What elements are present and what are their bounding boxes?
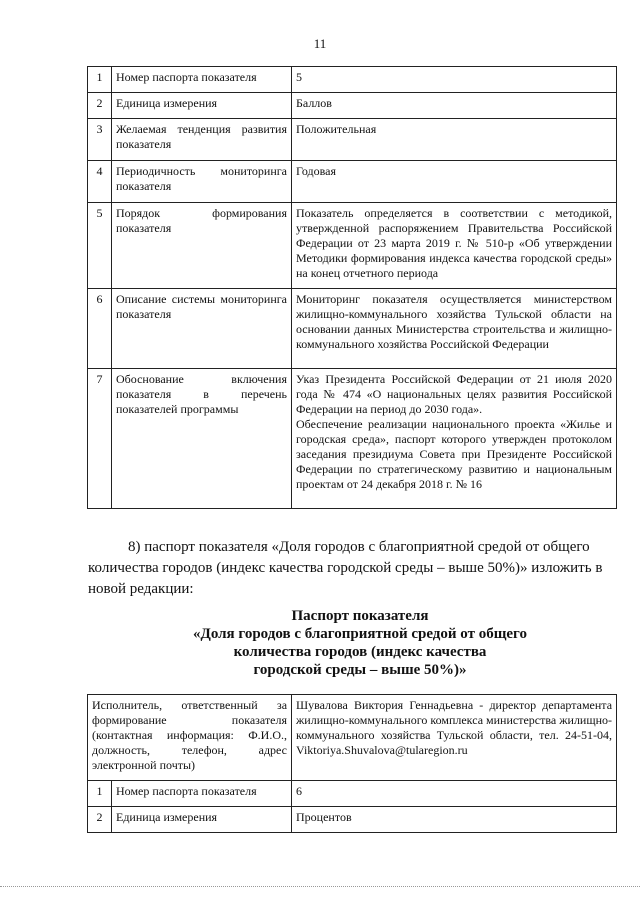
indicator-passport-table-5	[87, 66, 617, 509]
row-label: Желаемая тенденция развития показателя	[112, 119, 292, 161]
table-row	[88, 369, 617, 509]
executor-value: Шувалова Виктория Геннадьевна - директор департамента жилищно-коммунального комплекса министерства жилищно-коммунального хозяйства Тульской области, тел. 24-51-04, Viktoriya.Shuvalova@tularegion.ru	[292, 695, 617, 781]
row-label: Периодичность мониторинга показателя	[112, 161, 292, 203]
row-label: Обоснование включения показателя в перечень показателей программы	[112, 369, 292, 509]
executor-label: Исполнитель, ответственный за формирование показателя (контактная информация: Ф.И.О., должность, телефон, адрес электронной почты)	[88, 695, 292, 781]
title-line: «Доля городов с благоприятной средой от общего	[193, 626, 527, 642]
row-number: 1	[88, 67, 112, 93]
table-row	[88, 203, 617, 289]
table-row	[88, 161, 617, 203]
row-number: 5	[88, 203, 112, 289]
row-number: 6	[88, 289, 112, 369]
table-row	[88, 67, 617, 93]
row-value: 6	[292, 781, 617, 807]
row-value: Показатель определяется в соответствии с методикой, утвержденной распоряжением Правительства Российской Федерации от 23 марта 2019 г. № 510-р «Об утверждении Методики формирования индекса качества городской среды» на конец отчетного периода	[292, 203, 617, 289]
table-row	[88, 807, 617, 833]
row-label: Порядок формирования показателя	[112, 203, 292, 289]
row-label: Описание системы мониторинга показателя	[112, 289, 292, 369]
amendment-paragraph	[88, 537, 616, 600]
page-bottom-edge	[0, 886, 640, 891]
title-line: количества городов (индекс качества	[233, 644, 487, 660]
row-value: Баллов	[292, 93, 617, 119]
table-row	[88, 289, 617, 369]
row-number: 2	[88, 93, 112, 119]
table-row	[88, 93, 617, 119]
row-number: 1	[88, 781, 112, 807]
row-number: 3	[88, 119, 112, 161]
table-row	[88, 119, 617, 161]
row-label: Номер паспорта показателя	[112, 67, 292, 93]
indicator-passport-table-6	[87, 694, 617, 833]
table-row	[88, 781, 617, 807]
row-value: Процентов	[292, 807, 617, 833]
row-label: Единица измерения	[112, 807, 292, 833]
row-value: Годовая	[292, 161, 617, 203]
row-value: Положительная	[292, 119, 617, 161]
row-label: Единица измерения	[112, 93, 292, 119]
row-number: 7	[88, 369, 112, 509]
row-value: 5	[292, 67, 617, 93]
executor-row	[88, 695, 617, 781]
title-line: Паспорт показателя	[291, 608, 429, 624]
page-number: 11	[313, 36, 327, 51]
title-line: городской среды – выше 50%)»	[253, 662, 467, 678]
passport-title	[100, 607, 620, 679]
row-value: Мониторинг показателя осуществляется министерством жилищно-коммунального хозяйства Тульской области на основании данных Министерства строительства и жилищно-коммунального хозяйства Российской Федерации	[292, 289, 617, 369]
row-number: 4	[88, 161, 112, 203]
row-label: Номер паспорта показателя	[112, 781, 292, 807]
row-value: Указ Президента Российской Федерации от 21 июля 2020 года № 474 «О национальных целях развития Российской Федерации на период до 2030 года». Обеспечение реализации национального проекта «Жилье и городская среда», паспорт которого утвержден протоколом заседания президиума Совета при Президенте Российской Федерации по стратегическому развитию и национальным проектам от 24 декабря 2018 г. № 16	[292, 369, 617, 509]
amendment-text: 8) паспорт показателя «Доля городов с благоприятной средой от общего количества городов (индекс качества городской среды – выше 50%)» изложить в новой редакции:	[88, 539, 603, 597]
row-number: 2	[88, 807, 112, 833]
